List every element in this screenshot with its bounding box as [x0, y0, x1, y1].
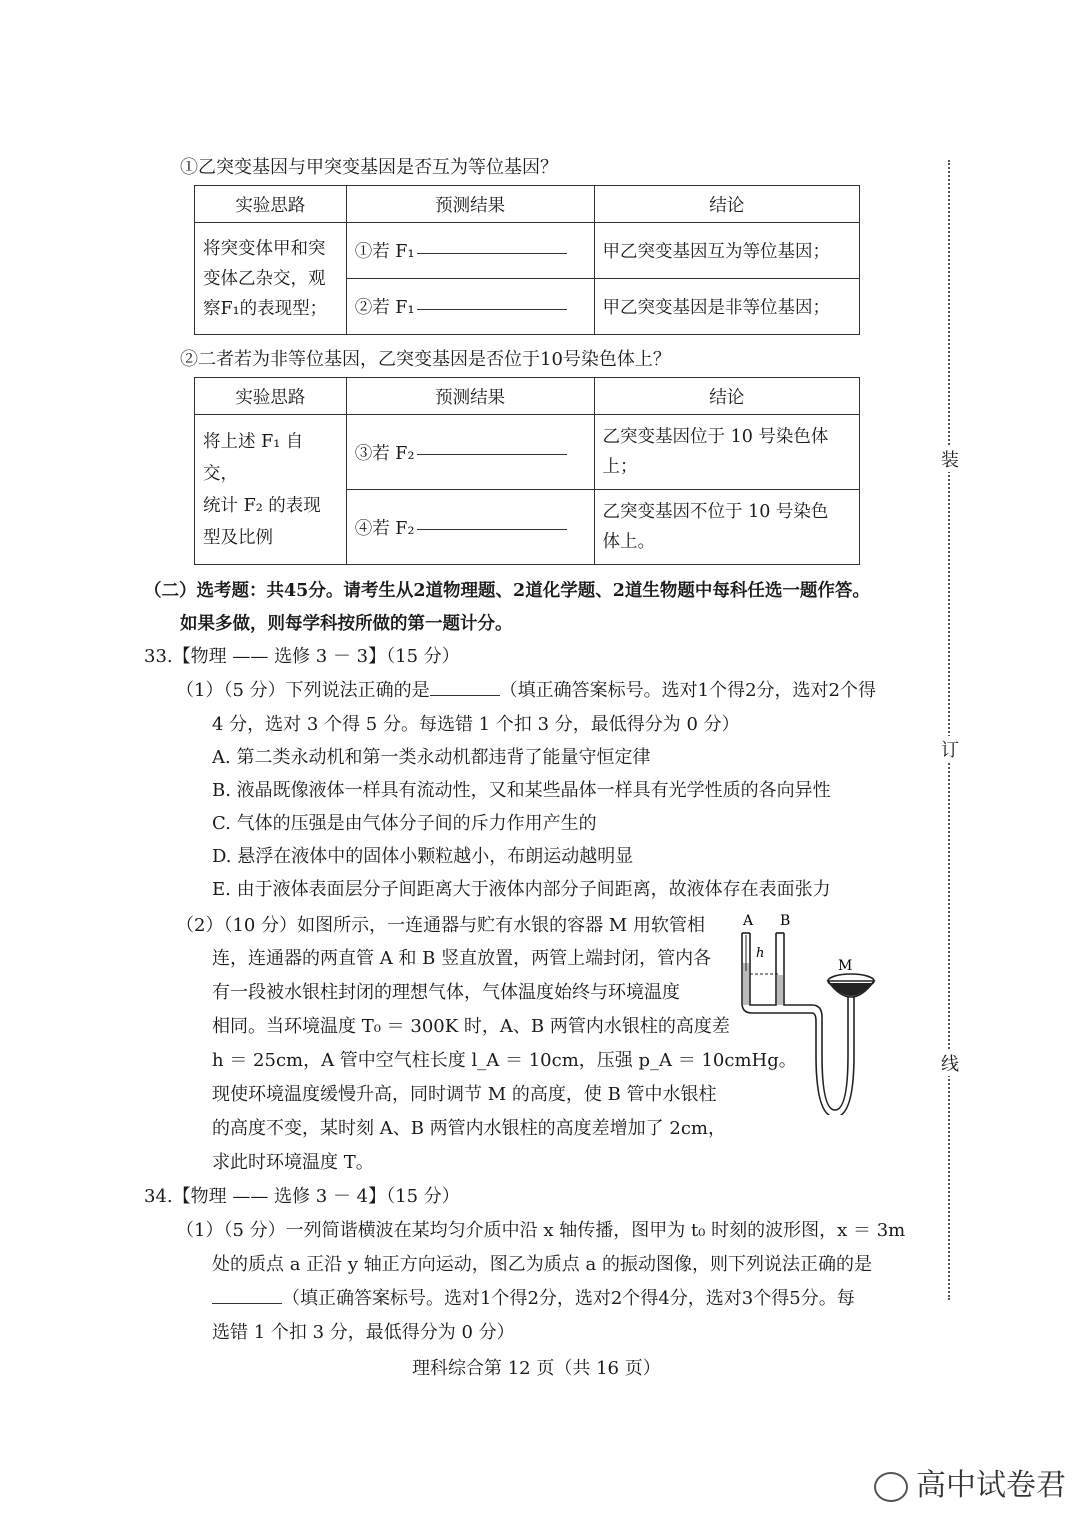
binding-dotted-line — [948, 160, 950, 1300]
table-2-result-3 — [346, 415, 594, 490]
table-2-result-text: ③若 F₂ — [354, 443, 415, 464]
table-2 — [194, 377, 860, 565]
table-1-idea-line: 将突变体甲和突 — [203, 238, 326, 259]
page-footer: 理科综合第 12 页（共 16 页） — [412, 1358, 661, 1379]
table-1-conclusion-2: 甲乙突变基因是非等位基因； — [594, 279, 859, 335]
q33-part2-line: 相同。当环境温度 T₀ ＝ 300K 时，A、B 两管内水银柱的高度差 — [212, 1016, 730, 1037]
question-34-title: 34.【物理 —— 选修 3 － 4】（15 分） — [144, 1186, 460, 1207]
table-2-header-result: 预测结果 — [346, 378, 594, 415]
q33-option-c: C. 气体的压强是由气体分子间的斥力作用产生的 — [212, 813, 597, 834]
table-1-result-text: ②若 F₁ — [354, 298, 415, 318]
section-2-instruction-2: 如果多做，则每学科按所做的第一题计分。 — [180, 614, 513, 634]
q34-line2: 处的质点 a 正沿 y 轴正方向运动，图乙为质点 a 的振动图像，则下列说法正确的是 — [212, 1254, 872, 1275]
table-2-conclusion-line: 乙突变基因位于 10 号染色体 — [602, 427, 829, 447]
manometer-figure — [720, 905, 920, 1115]
table-1-header-conclusion: 结论 — [594, 186, 859, 223]
q34-line3 — [212, 1284, 855, 1310]
table-1-header-result: 预测结果 — [346, 186, 594, 223]
binding-char-xian: 线 — [938, 1050, 962, 1076]
q33-part2-line: 有一段被水银柱封闭的理想气体，气体温度始终与环境温度 — [212, 982, 680, 1003]
table-2-conclusion-line: 乙突变基因不位于 10 号染色 — [602, 502, 829, 522]
wechat-icon — [874, 1472, 908, 1502]
q34-line4: 选错 1 个扣 3 分，最低得分为 0 分） — [212, 1322, 515, 1343]
table-1-idea-line: 变体乙杂交，观 — [203, 268, 326, 289]
table-1-conclusion-1: 甲乙突变基因互为等位基因； — [594, 223, 859, 279]
question-2-title: ②二者若为非等位基因，乙突变基因是否位于10号染色体上？ — [180, 349, 671, 370]
table-1-result-text: ①若 F₁ — [354, 242, 415, 262]
table-2-conclusion-4 — [594, 490, 859, 565]
q34-line1: （1）（5 分）一列简谐横波在某均匀介质中沿 x 轴传播，图甲为 t₀ 时刻的波形图，x ＝ 3m — [176, 1220, 906, 1241]
q33-part2-line: 连，连通器的两直管 A 和 B 竖直放置，两管上端封闭，管内各 — [212, 948, 712, 969]
q33-option-b: B. 液晶既像液体一样具有流动性，又和某些晶体一样具有光学性质的各向异性 — [212, 780, 831, 801]
container-m-label: M — [838, 958, 853, 974]
answer-blank[interactable] — [417, 252, 567, 254]
section-2-instruction: （二）选考题：共45分。请考生从2道物理题、2道化学题、2道生物题中每科任选一题作答。 — [144, 581, 870, 601]
table-2-idea-cell — [195, 415, 347, 565]
table-2-header-idea: 实验思路 — [195, 378, 347, 415]
q34-line3-text: （填正确答案标号。选对1个得2分，选对2个得4分，选对3个得5分。每 — [282, 1288, 855, 1309]
table-2-result-text: ④若 F₂ — [354, 518, 415, 539]
question-1-title: ①乙突变基因与甲突变基因是否互为等位基因？ — [180, 157, 558, 178]
answer-blank[interactable] — [417, 453, 567, 455]
table-2-idea-line: 统计 F₂ 的表现 — [203, 495, 321, 516]
table-1-idea-line: 察F₁的表现型； — [203, 298, 328, 319]
q33-option-a: A. 第二类永动机和第一类永动机都违背了能量守恒定律 — [212, 747, 651, 768]
q33-option-e: E. 由于液体表面层分子间距离大于液体内部分子间距离，故液体存在表面张力 — [212, 879, 831, 900]
q33-part2-line: （2）（10 分）如图所示，一连通器与贮有水银的容器 M 用软管相 — [176, 915, 705, 936]
answer-blank[interactable] — [417, 308, 567, 310]
height-h-label: h — [756, 946, 765, 961]
tube-b-label: B — [780, 913, 791, 929]
table-2-idea-line: 将上述 F₁ 自交， — [203, 431, 304, 484]
table-2-conclusion-line: 体上。 — [602, 532, 656, 552]
watermark-text: 高中试卷君 — [916, 1468, 1066, 1503]
table-2-conclusion-3 — [594, 415, 859, 490]
table-2-conclusion-line: 上； — [602, 457, 638, 477]
q33-part2-line: 现使环境温度缓慢升高，同时调节 M 的高度，使 B 管中水银柱 — [212, 1084, 717, 1105]
binding-char-ding: 订 — [938, 736, 962, 762]
table-1-result-1 — [346, 223, 594, 279]
table-1-header-idea: 实验思路 — [195, 186, 347, 223]
q33-part1-text: （1）（5 分）下列说法正确的是 — [176, 680, 430, 701]
q33-part2-line: 求此时环境温度 T。 — [212, 1152, 374, 1173]
table-1 — [194, 185, 860, 335]
answer-blank[interactable] — [417, 528, 567, 530]
watermark — [874, 1460, 1066, 1504]
q33-part2-line: 的高度不变，某时刻 A、B 两管内水银柱的高度差增加了 2cm， — [212, 1118, 726, 1139]
answer-blank[interactable] — [212, 1303, 282, 1304]
table-1-result-2 — [346, 279, 594, 335]
q33-part1-line2: 4 分，选对 3 个得 5 分。每选错 1 个扣 3 分，最低得分为 0 分） — [212, 714, 740, 735]
binding-char-zhuang: 装 — [938, 446, 962, 472]
q33-option-d: D. 悬浮在液体中的固体小颗粒越小，布朗运动越明显 — [212, 846, 634, 867]
table-2-result-4 — [346, 490, 594, 565]
question-33-title: 33.【物理 —— 选修 3 － 3】（15 分） — [144, 646, 460, 667]
table-2-idea-line: 型及比例 — [203, 527, 273, 548]
answer-blank[interactable] — [430, 695, 500, 696]
q33-part1-text2: （填正确答案标号。选对1个得2分，选对2个得 — [499, 680, 876, 701]
q33-part2-line: h ＝ 25cm，A 管中空气柱长度 l_A ＝ 10cm，压强 p_A ＝ 10cmHg。 — [212, 1050, 797, 1071]
q33-part1-line1 — [176, 676, 876, 702]
table-2-header-conclusion: 结论 — [594, 378, 859, 415]
table-1-idea-cell — [195, 223, 347, 335]
tube-a-label: A — [743, 913, 754, 929]
